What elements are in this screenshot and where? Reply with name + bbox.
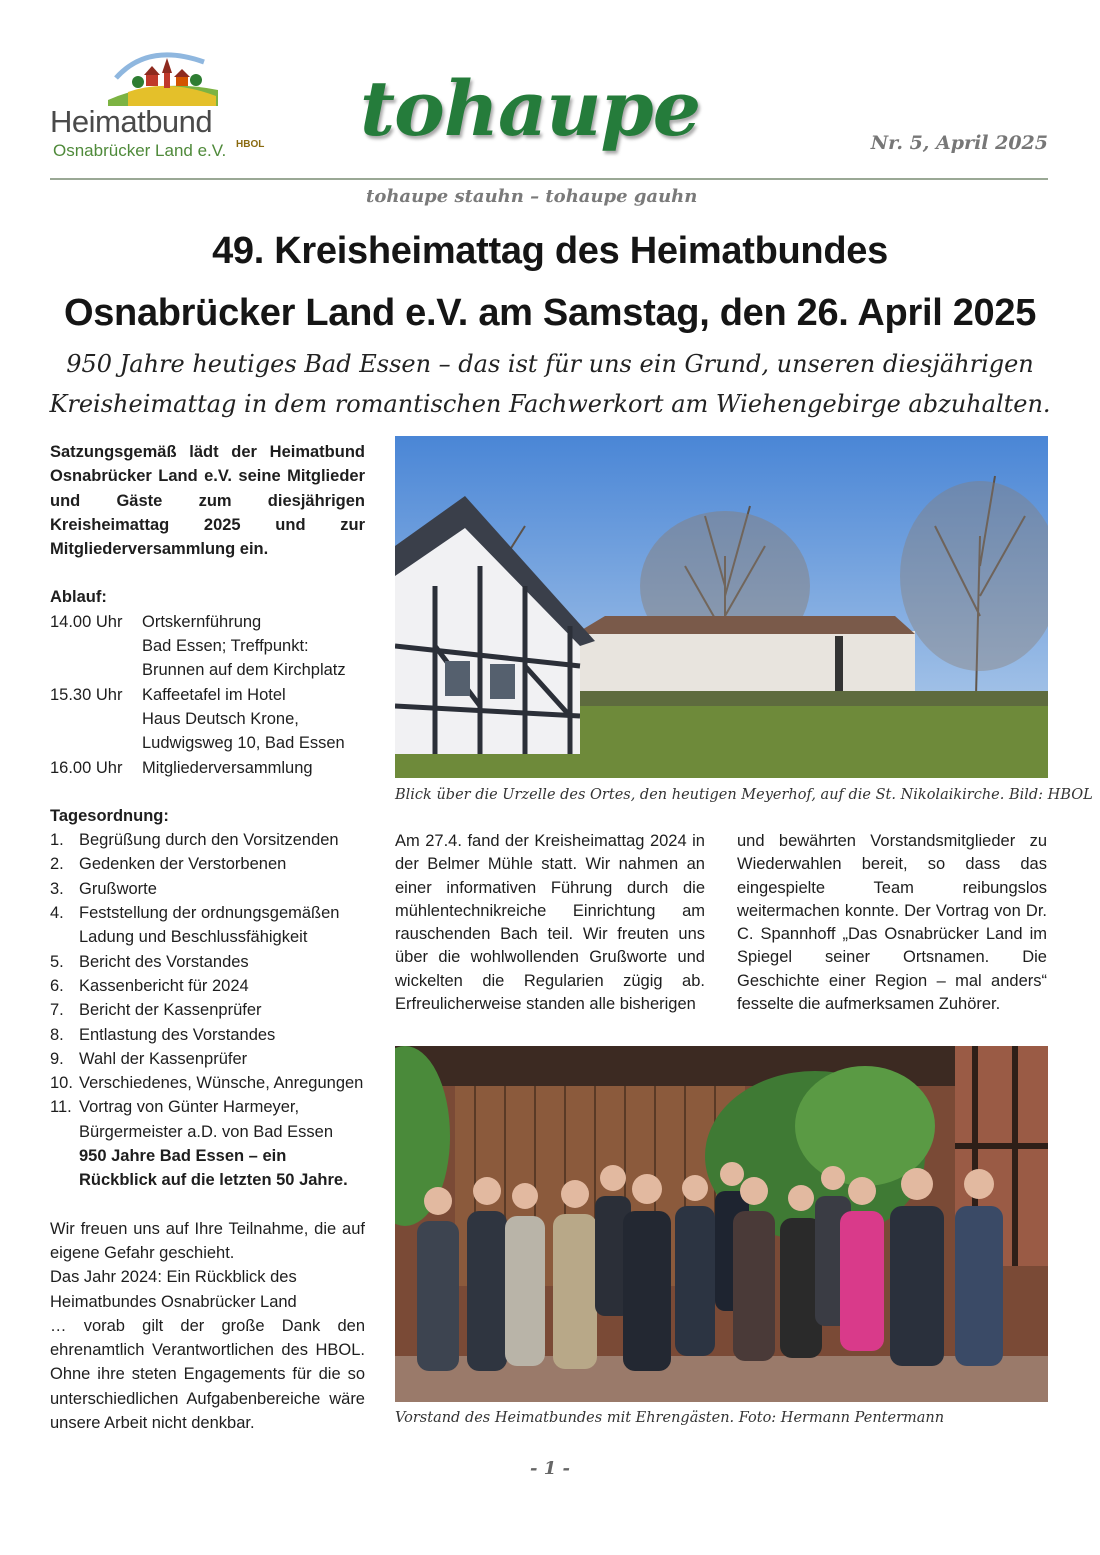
- masthead-tagline: tohaupe stauhn – tohaupe gauhn: [366, 186, 698, 207]
- schedule-line: Brunnen auf dem Kirchplatz: [142, 661, 346, 680]
- agenda-item: 10. Verschiedenes, Wünsche, Anregungen: [50, 1074, 364, 1093]
- schedule-time: 15.30 Uhr: [50, 685, 123, 704]
- lecture-title: 950 Jahre Bad Essen – ein Rückblick auf die letzten 50 Jahre.: [79, 1147, 348, 1190]
- agenda-item: 6. Kassenbericht für 2024: [50, 976, 249, 995]
- schedule-time: 16.00 Uhr: [50, 758, 123, 777]
- schedule-heading: Ablauf:: [50, 588, 107, 607]
- issue-number: Nr. 5, April 2025: [870, 132, 1048, 154]
- subheadline-line-1: 950 Jahre heutiges Bad Essen – das ist für uns ein Grund, unseren diesjährigen: [66, 350, 1034, 378]
- masthead-divider: [50, 178, 1048, 180]
- agenda-item-text: Vortrag von Günter Harmeyer, Bürgermeister a.D. von Bad Essen: [79, 1098, 334, 1141]
- schedule-line: Mitgliederversammlung: [142, 758, 313, 777]
- closing-text-3: … vorab gilt der große Dank den ehrenamtlich Verantwortlichen des HBOL. Ohne ihre steten Engagements für die so unterschiedlichen Aufgabenbereiche wäre unsere Arbeit nicht denkbar.: [50, 1316, 365, 1432]
- heimatbund-logo: [50, 48, 265, 168]
- agenda-heading: Tagesordnung:: [50, 806, 169, 825]
- schedule-item: [50, 756, 365, 780]
- agenda-item: 8. Entlastung des Vorstandes: [50, 1025, 276, 1044]
- meyerhof-photo: [395, 436, 1048, 778]
- logo-subtitle: Osnabrücker Land e.V.: [53, 141, 227, 160]
- schedule-line: Haus Deutsch Krone,: [142, 709, 299, 728]
- agenda-list: [50, 828, 365, 1192]
- agenda-item: 3. Grußworte: [50, 879, 157, 898]
- logo-badge: HBOL: [236, 139, 265, 150]
- schedule-line: Ludwigsweg 10, Bad Essen: [142, 734, 345, 753]
- agenda-item: 9. Wahl der Kassenprüfer: [50, 1049, 248, 1068]
- board-group-photo: [395, 1046, 1048, 1402]
- schedule-item: [50, 610, 365, 683]
- village-logo-icon: [108, 48, 218, 106]
- schedule-list: [50, 610, 365, 780]
- article-column-2: und bewährten Vorstandsmitglieder zu Wiederwahlen bereit, so dass das eingespielte Team reibungslos weitermachen konnte. Der Vortrag von Dr. C. Spannhoff „Das Osnabrücker Land im Spiegel seiner Ortsnamen. Die Geschichte einer Region – mal anders“ fesselte die aufmerksamen Zuhörer.: [737, 832, 1047, 1014]
- closing-text-1: Wir freuen uns auf Ihre Teilnahme, die auf eigene Gefahr geschieht.: [50, 1219, 365, 1262]
- agenda-item: 2. Gedenken der Verstorbenen: [50, 855, 287, 874]
- agenda-item: 11. Vortrag von Günter Harmeyer, Bürgermeister a.D. von Bad Essen 950 Jahre Bad Essen – ein Rückblick auf die letzten 50 Jahre.: [50, 1095, 365, 1192]
- subheadline-line-2: Kreisheimattag in dem romantischen Fachwerkort am Wiehengebirge abzuhalten.: [49, 390, 1051, 418]
- photo-caption-group: Vorstand des Heimatbundes mit Ehrengästen. Foto: Hermann Pentermann: [395, 1410, 945, 1426]
- masthead-title: tohaupe: [360, 64, 701, 153]
- schedule-item: [50, 683, 365, 756]
- page-number: - 1 -: [530, 1458, 570, 1479]
- schedule-line: Ortskernführung: [142, 612, 262, 631]
- agenda-item: 5. Bericht des Vorstandes: [50, 952, 249, 971]
- headline-line-2: Osnabrücker Land e.V. am Samstag, den 26. April 2025: [63, 292, 1037, 334]
- agenda-item: 1. Begrüßung durch den Vorsitzenden: [50, 831, 339, 850]
- schedule-time: 14.00 Uhr: [50, 612, 123, 631]
- agenda-item: 4. Feststellung der ordnungsgemäßen Ladung und Beschlussfähigkeit: [50, 904, 340, 947]
- closing-text-2: Das Jahr 2024: Ein Rückblick des Heimatbundes Osnabrücker Land: [50, 1268, 297, 1311]
- schedule-line: Kaffeetafel im Hotel: [142, 685, 286, 704]
- photo-caption-meyerhof: Blick über die Urzelle des Ortes, den heutigen Meyerhof, auf die St. Nikolaikirche. Bild: HBOL: [395, 787, 1093, 803]
- invitation-column: [50, 440, 365, 1435]
- headline-line-1: 49. Kreisheimattag des Heimatbundes: [212, 230, 888, 272]
- logo-name: Heimatbund: [50, 104, 213, 139]
- article-column-1: Am 27.4. fand der Kreisheimattag 2024 in der Belmer Mühle statt. Wir nahmen an einer informativen Führung durch die mühlentechnikreiche Einrichtung am rauschenden Bach teil. Wir freuten uns über die wohlwollenden Grußworte und wickelten die Regularien zügig ab. Erfreulicherweise standen alle bisherigen: [395, 832, 705, 1014]
- invitation-intro: Satzungsgemäß lädt der Heimatbund Osnabrücker Land e.V. seine Mitglieder und Gäste zum diesjährigen Kreisheimattag 2025 und zur Mitgliederversammlung ein.: [50, 443, 365, 559]
- agenda-item: 7. Bericht der Kassenprüfer: [50, 1001, 262, 1020]
- schedule-line: Bad Essen; Treffpunkt:: [142, 637, 309, 656]
